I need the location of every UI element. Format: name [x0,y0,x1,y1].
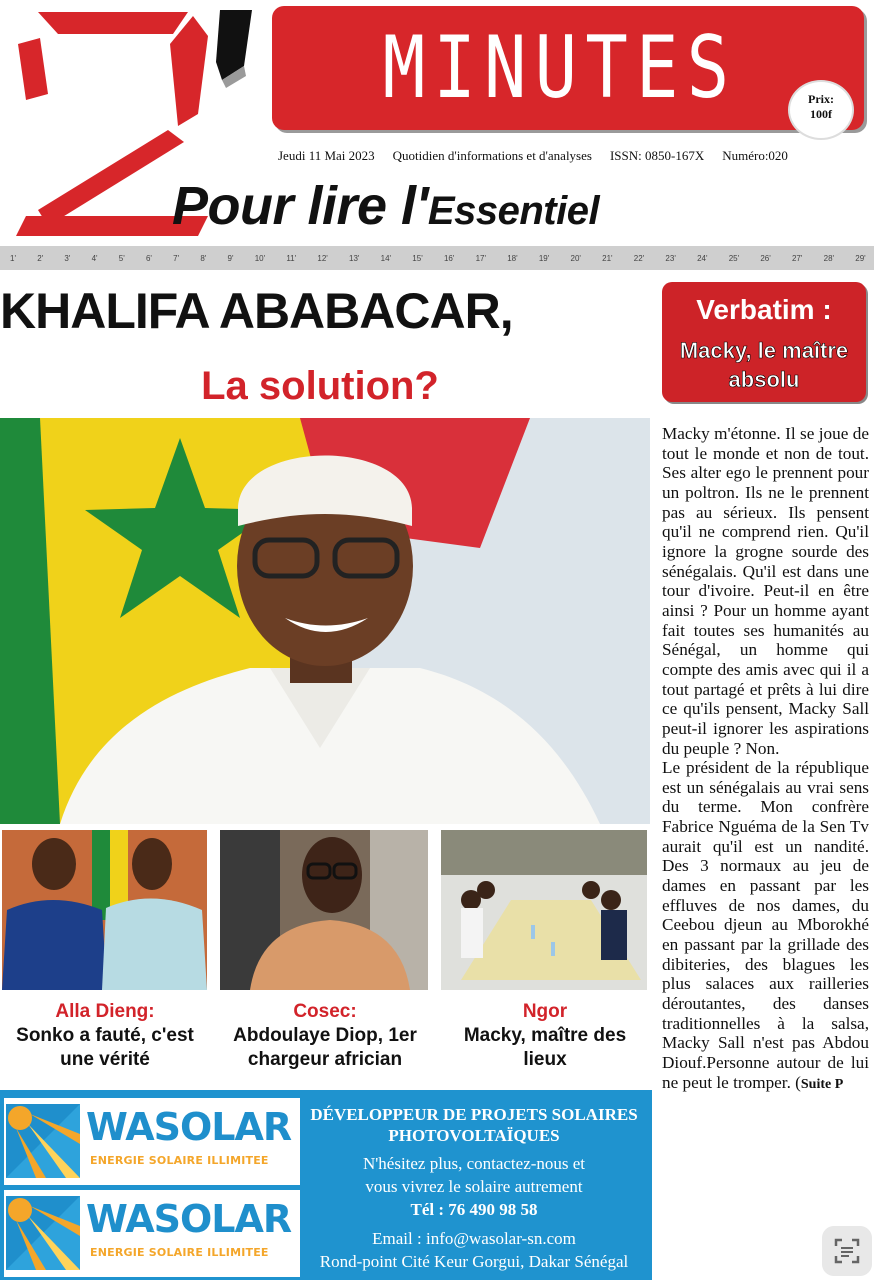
ruler-tick: 1' [10,253,16,263]
issn: ISSN: 0850-167X [609,148,705,163]
ruler-tick: 14' [380,253,392,263]
price-value: 100f [810,107,832,121]
ruler-tick: 6' [145,253,152,263]
ruler-tick: 17' [475,253,487,263]
ruler-tick: 4' [91,253,98,263]
ruler-tick: 18' [507,253,518,263]
scan-icon[interactable] [822,1226,872,1276]
ad-phone: Tél : 76 490 98 58 [410,1200,538,1219]
ruler-tick: 5' [118,253,125,263]
ruler-tick: 11' [286,253,297,263]
ruler-tick: 26' [760,253,771,263]
story-kicker: Cosec: [293,1001,357,1022]
ruler-tick: 22' [633,253,645,263]
ruler-tick: 12' [317,253,328,263]
brand-tagline: ENERGIE SOLAIRE ILLIMITEE [90,1246,269,1259]
ruler-tick: 10' [254,253,266,263]
ruler-tick: 29' [855,253,866,263]
story-title: Abdoulaye Diop, 1er chargeur africian [233,1025,417,1070]
tagline-end: Essentiel [427,189,600,233]
issue-number: Numéro:020 [722,148,788,163]
story-title: Macky, maître des lieux [463,1025,627,1070]
price-badge [788,80,854,140]
ruler-tick: 3' [64,253,71,263]
ad-heading: DÉVELOPPEUR DE PROJETS SOLAIRES PHOTOVOLTAÏQUES [310,1105,638,1145]
ruler-tick: 16' [443,253,455,263]
story-photo-2 [220,830,428,990]
wasolar-advertisement [0,1090,652,1280]
ad-address: Rond-point Cité Keur Gorgui, Dakar Sénégal [319,1252,629,1271]
story-photo-3 [441,830,647,990]
masthead-info-line [278,148,858,164]
brand-name: WASOLAR [86,1197,292,1241]
story-kicker: Ngor [522,1001,568,1022]
ruler-tick: 13' [349,253,360,263]
ad-line: N'hésitez plus, contactez-nous et [362,1154,586,1173]
ruler-tick: 7' [173,253,180,263]
story-caption-2 [215,1000,435,1072]
ruler-tick: 8' [200,253,207,263]
story-photo-1 [2,830,207,990]
brand-name: WASOLAR [86,1105,292,1149]
verbatim-article [662,424,869,1280]
ruler-tick: 28' [823,253,835,263]
ruler-tick: 27' [791,253,803,263]
ruler-tick: 23' [665,253,676,263]
sun-icon [6,1104,80,1178]
tagline [172,168,872,249]
issue-date: Jeudi 11 Mai 2023 [278,148,375,163]
story-caption-1 [0,1000,210,1072]
ruler-ticks [0,246,874,270]
wasolar-logo [4,1190,300,1277]
ad-text [296,1104,652,1273]
article-paragraph-text: Le président de la république est un sénégalais au vrai sens du terme. Mon confrère Fabrice Nguéma de la Sen Tv aurait qu'il est un nandité. Des 3 normaux au jeu de dames en passant par les effluves de nos dames, du Ceebou djeun au Mborokhé en passant par la grillade des dibiteries, des blagues les plus salaces aux railleries déroutantes, des danses traditionnelles à la salsa, Macky Sall n'est pas Abdou Diouf.Personne autour de lui ne peut le tromper. ( [662,758,869,1092]
verbatim-subtitle: Macky, le maître absolu [679,338,849,392]
ruler-tick: 24' [697,253,708,263]
story-caption-3 [440,1000,650,1072]
price-label: Prix: [808,92,834,106]
main-headline: KHALIFA ABABACAR, [0,283,513,339]
story-title: Sonko a fauté, c'est une vérité [16,1025,194,1070]
suite-reference: Suite P [800,1076,844,1092]
verbatim-title: Verbatim : [696,294,832,325]
tagline-start: Pour lire l' [172,176,428,236]
minute-ruler [0,246,874,270]
ruler-tick: 15' [412,253,423,263]
hero-photo [0,418,650,824]
ruler-tick: 25' [728,253,740,263]
article-paragraph: Macky m'étonne. Il se joue de tout le monde et non de tout. Ses alter ego le prennent pour un poltron. Ils ne le prennent pas au sérieux. Ils pensent qu'il ne comprend rien. Qu'il ignore la grogne sourde des sénégalais. Qu'il est dans une tour d'ivoire. Peut-il en être ainsi ? Pour un homme ayant fait toutes ses humanités au Sénégal, un homme qui compte des amis avec qui il a tout partagé et prêts à lui dire ce qu'ils pensent, Macky Sall peut-il ignorer les aspirations du peuple ? Non. [662,424,869,758]
story-kicker: Alla Dieng: [55,1001,155,1022]
ruler-tick: 2' [37,253,44,263]
verbatim-box [662,282,866,402]
wasolar-logo [4,1098,300,1185]
sun-icon [6,1196,80,1270]
brand-tagline: ENERGIE SOLAIRE ILLIMITEE [90,1154,269,1167]
ruler-tick: 20' [570,253,581,263]
ruler-tick: 9' [227,253,234,263]
ad-email: Email : info@wasolar-sn.com [372,1229,576,1248]
paper-description: Quotidien d'informations et d'analyses [392,148,592,163]
ruler-tick: 19' [538,253,550,263]
minutes-banner [272,6,864,130]
main-subheadline: La solution? [201,364,439,408]
masthead-title: MINUTES [382,18,738,118]
ad-line: vous vivrez le solaire autrement [365,1177,583,1196]
ruler-tick: 21' [602,253,613,263]
article-paragraph [662,758,869,1094]
